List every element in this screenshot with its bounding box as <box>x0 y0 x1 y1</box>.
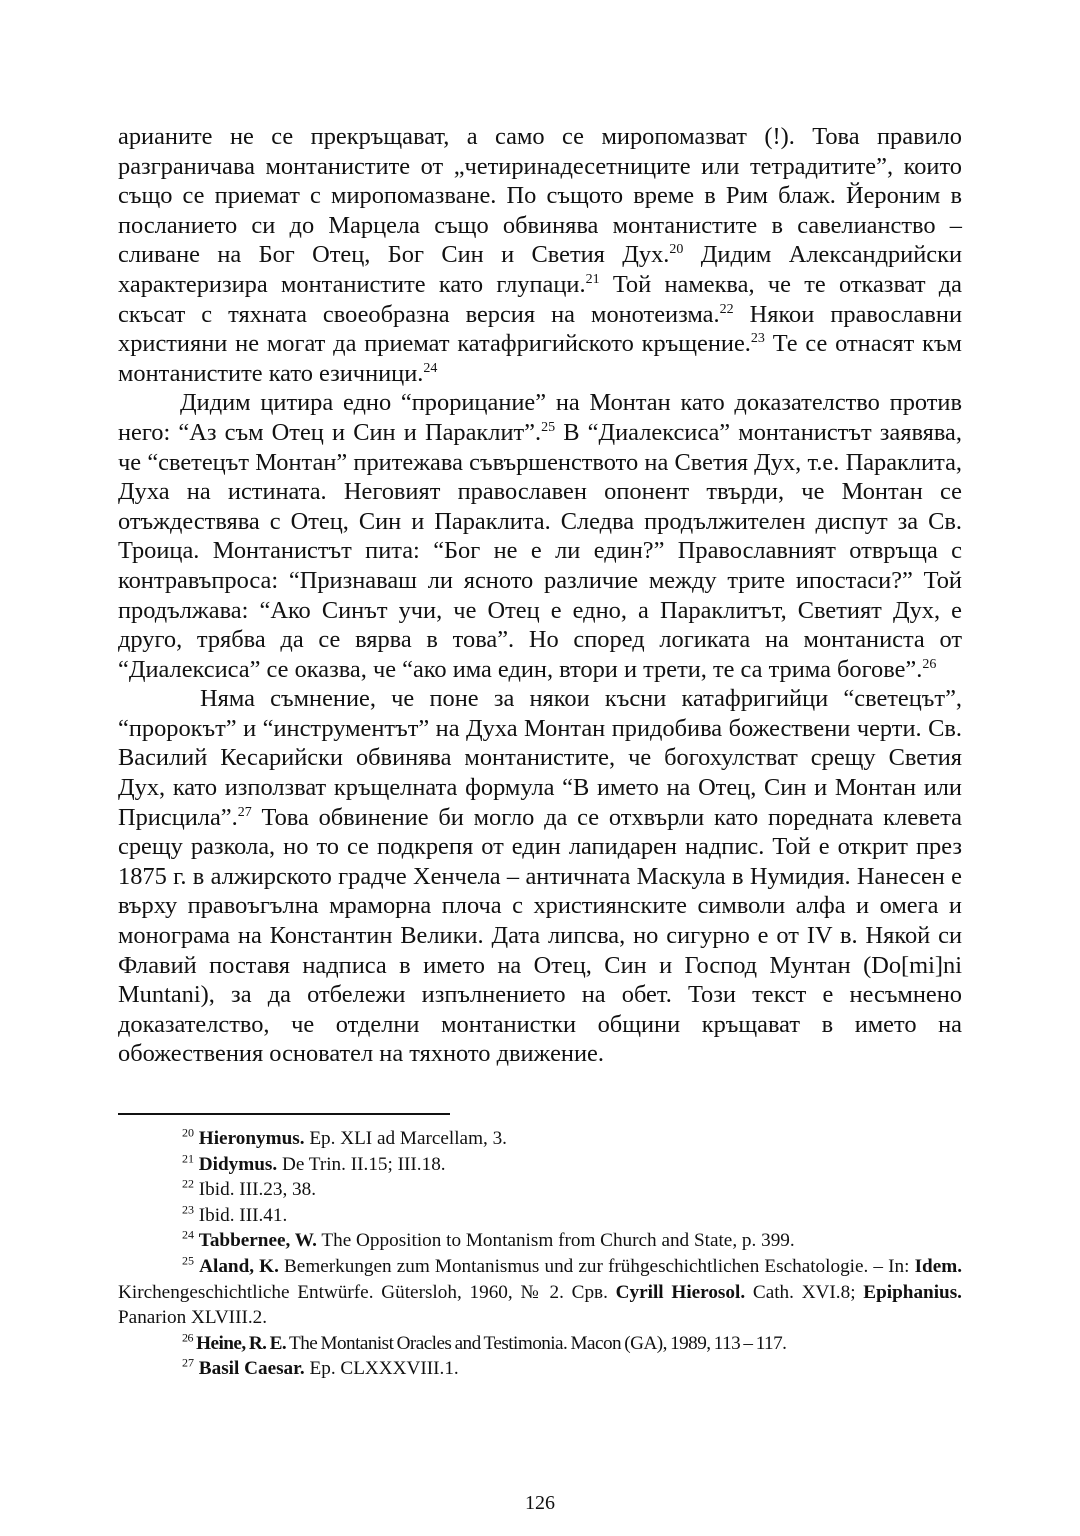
footnote-author: Epiphanius. <box>863 1281 962 1303</box>
footnote-ref-23: 23 <box>750 331 765 347</box>
footnote-ref-20: 20 <box>669 242 684 258</box>
footnote-separator <box>118 1113 450 1115</box>
paragraph-3-text: Това обвинение би могло да се отхвърли като поредната клевета срещу разкола, но то се подкрепя от един лапидарен надпис. Той е открит през 1875 г. в алжирското градче Хенчела – античната Маскула в Нумидия. Нанесен е върху правоъгълна мраморна плоча с християнските символи алфа и омега и монограма на Константин Велики. Дата липсва, но сигурно е от IV в. Някой си Флавий поставя надписа в името на Отец, Син и Господ Мунтан (Do[mi]ni Muntani), за да отбележи изпълнението на обет. Този текст е несъмнено доказателство, че отделни монтанистки общини кръщават в името на обожествения основател на тяхното движение. <box>118 803 962 1068</box>
footnote-number: 23 <box>182 1202 194 1217</box>
footnote-number: 21 <box>182 1151 194 1166</box>
footnote-author: Cyrill Hierosol. <box>615 1281 746 1303</box>
footnote-20 <box>118 1126 962 1152</box>
footnote-text: The Montanist Oracles and Testimonia. Macon (GA), 1989, 113 – 117. <box>286 1332 787 1354</box>
footnote-author: Aland, K. <box>199 1255 279 1277</box>
footnote-text: Bemerkungen zum Montanismus und zur frühgeschichtlichen Eschatologie. – In: <box>278 1255 915 1277</box>
footnote-number: 25 <box>182 1253 194 1268</box>
footnote-ref-27: 27 <box>237 804 252 820</box>
paragraph-3 <box>118 684 962 1069</box>
footnote-author: Heine, R. E. <box>196 1332 287 1354</box>
footnote-23 <box>118 1203 962 1229</box>
footnote-text: Ep. XLI ad Marcellam, 3. <box>304 1128 507 1149</box>
footnote-author: Basil Caesar. <box>198 1358 305 1380</box>
paragraph-1-text: арианите не се прекръщават, а само се миропомазват (!). Това правило разграничава монтанистите от „четиринадесетниците или тетрадитите”, които също се приемат с миропомазване. По същото време в Рим блаж. Йероним в посланието си до Марцела също обвинява монтанистите в савелианство – сливане на Бог Отец, Бог Син и Светия Дух. <box>118 123 962 269</box>
footnote-26 <box>118 1331 962 1357</box>
footnote-ref-26: 26 <box>922 656 937 672</box>
paragraph-1 <box>118 122 962 388</box>
footnote-number: 24 <box>182 1227 194 1242</box>
footnote-text: Ibid. III.23, 38. <box>198 1179 317 1201</box>
footnote-22 <box>118 1177 962 1203</box>
footnote-text: The Opposition to Montanism from Church and State, p. 399. <box>316 1230 795 1252</box>
main-text <box>118 122 962 1069</box>
paragraph-1-text: Някои православни християни не могат да приемат катафригийското кръщение. <box>118 300 963 358</box>
footnote-24 <box>118 1228 962 1254</box>
footnote-author: Tabbernee, W. <box>198 1230 317 1252</box>
paragraph-1-text: Дидим Александрийски характеризира монтанистите като глупаци. <box>118 241 963 298</box>
footnote-27 <box>118 1356 962 1382</box>
paragraph-2-text: В “Диалексиса” монтанистът заявява, че “светецът Монтан” притежава съвършенството на Светия Дух, т.е. Параклита, Духа на истината. Неговият православен опонент твърди, че Монтан се отъждествява с Отец, Син и Параклита. Следва продължителен диспут за Св. Троица. Монтанистът пита: “Бог не е ли един?” Православният отвръща с контравъпроса: “Признаваш ли ясното различие между трите ипостаси?” Той продължава: “Ако Синът учи, че Отец е едно, а Параклитът, Светият Дух, е друго, трябва да се вярва в това”. Но според логиката на монтаниста от “Диалексиса” се оказва, че “ако има един, втори и трети, те са трима богове”. <box>118 418 962 683</box>
footnote-number: 26 <box>182 1330 193 1345</box>
footnote-text: Ep. CLXXXVIII.1. <box>304 1358 459 1380</box>
page-number: 126 <box>525 1492 555 1514</box>
footnote-ref-21: 21 <box>585 271 600 287</box>
footnote-21 <box>118 1152 962 1178</box>
paragraph-2-text: Дидим цитира едно “прорицание” на Монтан като доказателство против него: “Аз съм Отец и Син и Параклит”. <box>118 389 962 446</box>
paragraph-1-text: Той намеква, че те отказват да скъсат с тяхната своеобразна версия на монотеизма. <box>118 270 963 328</box>
footnote-ref-22: 22 <box>719 301 734 317</box>
footnote-author: Idem. <box>914 1255 962 1277</box>
footnote-number: 22 <box>182 1176 194 1191</box>
paragraph-2 <box>118 388 962 684</box>
footnote-ref-24: 24 <box>423 360 438 376</box>
footnote-author: Didymus. <box>198 1153 278 1175</box>
footnote-text: Panarion XLVIII.2. <box>118 1307 268 1329</box>
footnotes <box>118 1126 962 1382</box>
footnote-author: Hieronymus. <box>198 1128 305 1149</box>
paragraph-1-text: Те се отнасят към монтанистите като езичници. <box>118 330 962 387</box>
footnote-text: Ibid. III.41. <box>198 1204 288 1226</box>
paragraph-3-text: Няма съмнение, че поне за някои късни катафригийци “светецът”, “пророкът” и “инструментът” на Духа Монтан придобива божествени черти. Св. Василий Кесарийски обвинява монтанистите, че богохулстват срещу Светия Дух, като използват кръщелната формула “В името на Отец, Син и Монтан или Присцила”. <box>118 685 962 831</box>
footnote-text: De Trin. II.15; III.18. <box>277 1153 446 1175</box>
footnote-number: 27 <box>182 1355 194 1370</box>
footnote-number: 20 <box>182 1125 194 1140</box>
footnote-25 <box>118 1254 962 1331</box>
footnote-ref-25: 25 <box>541 419 556 435</box>
footnote-text: Cath. XVI.8; <box>745 1281 864 1303</box>
footnote-text: Kirchengeschichtliche Entwürfe. Gütersloh, 1960, № 2. Срв. <box>118 1281 616 1303</box>
